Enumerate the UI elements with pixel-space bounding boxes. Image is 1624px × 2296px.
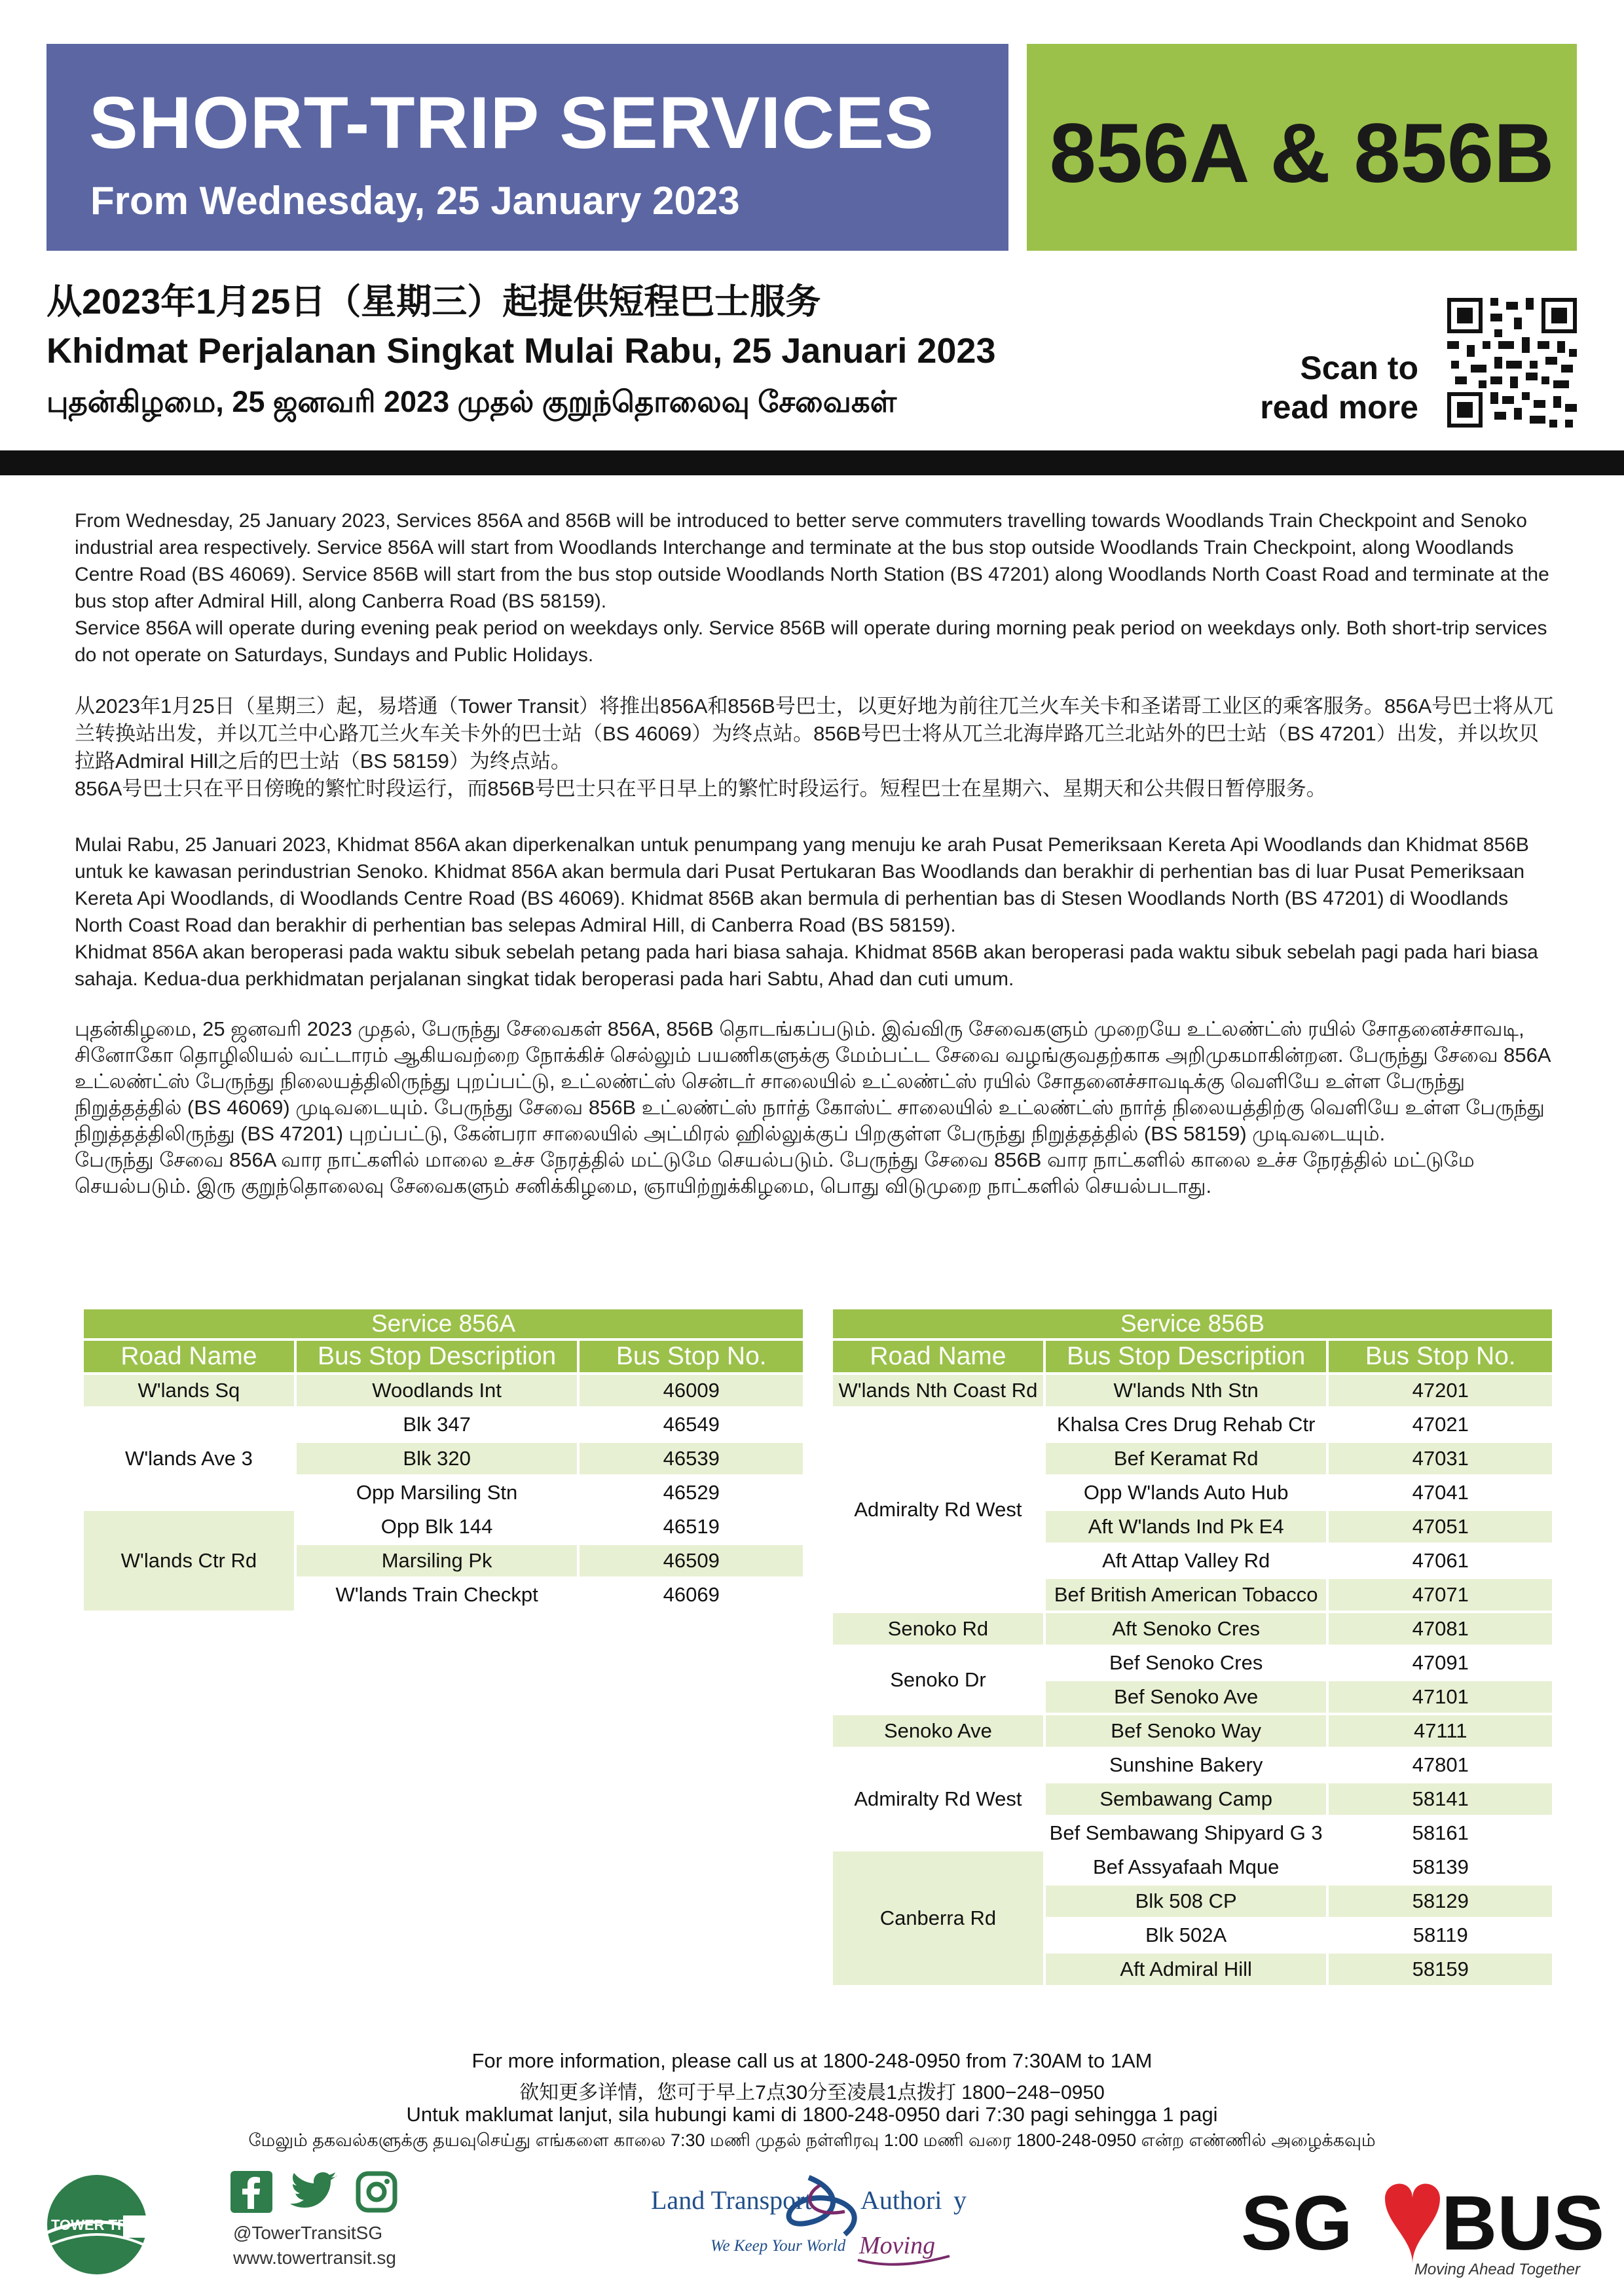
bus-stop-description-cell: Bef Senoko Cres: [1046, 1647, 1327, 1679]
bus-stop-description-cell: Blk 508 CP: [1046, 1886, 1327, 1917]
page-title: SHORT-TRIP SERVICES: [89, 82, 934, 164]
bus-stop-description-cell: Marsiling Pk: [297, 1545, 578, 1576]
sgbus-text-part-2: BUS: [1441, 2180, 1605, 2267]
service-banner: [1027, 44, 1577, 251]
bus-stop-description-cell: Opp Marsiling Stn: [297, 1477, 578, 1508]
table-row: [833, 1647, 1552, 1679]
bus-stop-description-cell: Bef Assyafaah Mque: [1046, 1851, 1327, 1883]
lta-name-part-3: y: [953, 2185, 967, 2215]
tamil-paragraph-2: பேருந்து சேவை 856A வார நாட்களில் மாலை உச்ச நேரத்தில் மட்டுமே செயல்படும். பேருந்து சேவை 856B வார நாட்களில் காலை உச்ச நேரத்தில் மட்டுமே செயல்படும். இரு குறுந்தொலைவு சேவைகளும் சனிக்கிழமை, ஞாயிற்றுக்கிழமை, பொது விடுமுறை நாட்களில் செயல்படாது.: [75, 1148, 1475, 1197]
sgbus-tagline: Moving Ahead Together: [1414, 2261, 1580, 2278]
table-row: [833, 1613, 1552, 1645]
table-row: [84, 1375, 803, 1406]
column-header-road: Road Name: [833, 1341, 1043, 1372]
bus-stop-number-cell: 47101: [1329, 1681, 1552, 1713]
scan-caption: [1231, 348, 1418, 427]
table-row: [833, 1715, 1552, 1747]
bus-stop-description-cell: Woodlands Int: [297, 1375, 578, 1406]
contact-info-malay: Untuk maklumat lanjut, sila hubungi kami di 1800-248-0950 dari 7:30 pagi sehingga 1 pagi: [406, 2103, 1218, 2126]
facebook-icon[interactable]: [231, 2171, 272, 2213]
bus-stop-number-cell: 47021: [1329, 1409, 1552, 1440]
bus-stop-number-cell: 58161: [1329, 1817, 1552, 1849]
tamil-notice: [75, 1016, 1556, 1199]
lta-logo: [648, 2172, 976, 2277]
bus-stop-description-cell: W'lands Train Checkpt: [297, 1579, 578, 1611]
divider-bar: [0, 450, 1624, 475]
table-row: [833, 1375, 1552, 1406]
bus-stop-description-cell: Bef Senoko Ave: [1046, 1681, 1327, 1713]
social-icons: [231, 2171, 397, 2216]
bus-stop-description-cell: Opp W'lands Auto Hub: [1046, 1477, 1327, 1508]
website-link[interactable]: www.towertransit.sg: [233, 2248, 396, 2268]
table-title: Service 856B: [833, 1309, 1552, 1338]
lta-tagline-part-2: Moving: [859, 2232, 936, 2259]
bus-stop-number-cell: 47031: [1329, 1443, 1552, 1474]
bus-stop-number-cell: 46529: [580, 1477, 803, 1508]
tamil-paragraph-1: புதன்கிழமை, 25 ஜனவரி 2023 முதல், பேருந்து சேவைகள் 856A, 856B தொடங்கப்படும். இவ்விரு சேவைகளும் முறையே உட்லண்ட்ஸ் ரயில் சோதனைச்சாவடி, சினோகோ தொழிலியல் வட்டாரம் ஆகியவற்றை நோக்கிச் செல்லும் பயணிகளுக்கு மேம்பட்ட சேவை வழங்குவதற்காக அறிமுகமாகின்றன. பேருந்து சேவை 856A உட்லண்ட்ஸ் பேருந்து நிலையத்திலிருந்து புறப்பட்டு, உட்லண்ட்ஸ் சென்டர் சாலையில் உட்லண்ட்ஸ் ரயில் சோதனைச்சாவடிக்கு வெளியே உள்ள பேருந்து நிறுத்தத்தில் (BS 46069) முடிவடையும். பேருந்து சேவை 856B உட்லண்ட்ஸ் நார்த் கோஸ்ட் சாலையில் உட்லண்ட்ஸ் நார்த் நிலையத்திற்கு வெளியே உள்ள பேருந்து நிறுத்தத்திலிருந்து (BS 47201) புறப்பட்டு, கேன்பரா சாலையில் அட்மிரல் ஹில்லுக்குப் பிறகுள்ள பேருந்து நிறுத்தத்தில் (BS 58159) முடிவடையும்.: [75, 1017, 1550, 1145]
english-paragraph-1: From Wednesday, 25 January 2023, Services 856A and 856B will be introduced to better serve commuters travelling towards Woodlands Train Checkpoint and Senoko industrial area respectively. Service 856A will start from Woodlands Interchange and terminate at the bus stop outside Woodlands Train Checkpoint, along Woodlands Centre Road (BS 46069). Service 856B will start from the bus stop outside Woodlands North Station (BS 47201) along Woodlands North Coast Road and terminate at the bus stop after Admiral Hill, along Canberra Road (BS 58159).: [75, 510, 1549, 612]
qr-code-icon[interactable]: [1447, 298, 1577, 428]
chinese-notice: [75, 693, 1556, 803]
bus-stop-number-cell: 47091: [1329, 1647, 1552, 1679]
bus-stop-number-cell: 58119: [1329, 1920, 1552, 1951]
bus-stop-description-cell: Blk 320: [297, 1443, 578, 1474]
bus-stop-number-cell: 58139: [1329, 1851, 1552, 1883]
road-name-cell: Admiralty Rd West: [833, 1409, 1043, 1611]
bus-stop-description-cell: Blk 502A: [1046, 1920, 1327, 1951]
road-name-cell: W'lands Ctr Rd: [84, 1511, 294, 1611]
sgbus-logo: [1241, 2172, 1605, 2278]
bus-stop-description-cell: Aft W'lands Ind Pk E4: [1046, 1511, 1327, 1542]
contact-info-english: For more information, please call us at 1800-248-0950 from 7:30AM to 1AM: [471, 2049, 1153, 2072]
bus-stop-number-cell: 58159: [1329, 1954, 1552, 1985]
bus-stop-description-cell: Blk 347: [297, 1409, 578, 1440]
bus-stop-description-cell: Opp Blk 144: [297, 1511, 578, 1542]
heading-tamil: புதன்கிழமை, 25 ஜனவரி 2023 முதல் குறுந்தொலைவு சேவைகள்: [46, 385, 897, 418]
road-name-cell: Admiralty Rd West: [833, 1749, 1043, 1849]
bus-stop-description-cell: Aft Attap Valley Rd: [1046, 1545, 1327, 1576]
bus-stop-description-cell: Aft Senoko Cres: [1046, 1613, 1327, 1645]
bus-stop-number-cell: 47111: [1329, 1715, 1552, 1747]
road-name-cell: W'lands Sq: [84, 1375, 294, 1406]
bus-stop-number-cell: 47071: [1329, 1579, 1552, 1611]
road-name-cell: W'lands Ave 3: [84, 1409, 294, 1508]
chinese-paragraph-1: 从2023年1月25日（星期三）起，易塔通（Tower Transit）将推出856A和856B号巴士，以更好地为前往兀兰火车关卡和圣诺哥工业区的乘客服务。856A号巴士将从兀兰转换站出发，并以兀兰中心路兀兰火车关卡外的巴士站（BS 46069）为终点站。856B号巴士将从兀兰北海岸路兀兰北站外的巴士站（BS 47201）出发，并以坎贝拉路Admiral Hill之后的巴士站（BS 58159）为终点站。: [75, 695, 1554, 773]
contact-info-tamil: மேலும் தகவல்களுக்கு தயவுசெய்து எங்களை காலை 7:30 மணி முதல் நள்ளிரவு 1:00 மணி வரை 1800-248-0950 என்ற எண்ணில் அழைக்கவும்: [248, 2130, 1376, 2150]
column-header-description: Bus Stop Description: [1046, 1341, 1327, 1372]
heading-chinese: 从2023年1月25日（星期三）起提供短程巴士服务: [46, 282, 821, 321]
bus-stop-description-cell: Sembawang Camp: [1046, 1783, 1327, 1815]
malay-paragraph-1: Mulai Rabu, 25 Januari 2023, Khidmat 856A akan diperkenalkan untuk penumpang yang menuju ke arah Pusat Pemeriksaan Kereta Api Woodlands dan Khidmat 856B untuk ke kawasan perindustrian Senoko. Khidmat 856A akan bermula dari Pusat Pertukaran Bas Woodlands dan berakhir di perhentian bas di luar Pusat Pemeriksaan Kereta Api Woodlands, di Woodlands Centre Road (BS 46069). Khidmat 856B akan bermula di perhentian bas di Stesen Woodlands North (BS 47201) di Woodlands North Coast Road dan berakhir di perhentian bas selepas Admiral Hill, di Canberra Road (BS 58159).: [75, 834, 1529, 936]
tower-transit-contacts: [233, 2221, 396, 2270]
twitter-handle[interactable]: @TowerTransitSG: [233, 2223, 383, 2243]
bus-stop-description-cell: W'lands Nth Stn: [1046, 1375, 1327, 1406]
lta-name-part-1: Land Transport: [651, 2185, 812, 2215]
table-row: [84, 1409, 803, 1440]
service-856a-table: [81, 1307, 805, 1613]
chinese-paragraph-2: 856A号巴士只在平日傍晚的繁忙时段运行，而856B号巴士只在平日早上的繁忙时段运行。短程巴士在星期六、星期天和公共假日暂停服务。: [75, 777, 1327, 800]
table-row: [833, 1409, 1552, 1440]
bus-stop-number-cell: 47201: [1329, 1375, 1552, 1406]
bus-stop-description-cell: Bef British American Tobacco: [1046, 1579, 1327, 1611]
column-header-description: Bus Stop Description: [297, 1341, 578, 1372]
scan-line-2: read more: [1260, 389, 1418, 426]
bus-stop-number-cell: 46539: [580, 1443, 803, 1474]
contact-info-chinese: 欲知更多详情，您可于早上7点30分至凌晨1点拨打 1800−248−0950: [519, 2082, 1105, 2104]
bus-stop-description-cell: Bef Senoko Way: [1046, 1715, 1327, 1747]
road-name-cell: W'lands Nth Coast Rd: [833, 1375, 1043, 1406]
column-header-stop-number: Bus Stop No.: [1329, 1341, 1552, 1372]
instagram-icon[interactable]: [356, 2171, 397, 2213]
bus-stop-number-cell: 47051: [1329, 1511, 1552, 1542]
column-header-road: Road Name: [84, 1341, 294, 1372]
english-paragraph-2: Service 856A will operate during evening peak period on weekdays only. Service 856B will operate during morning peak period on weekdays only. Both short-trip services do not operate on Saturdays, Sundays and Public Holidays.: [75, 617, 1547, 666]
malay-notice: [75, 831, 1556, 993]
bus-stop-number-cell: 47801: [1329, 1749, 1552, 1781]
bus-stop-number-cell: 46549: [580, 1409, 803, 1440]
english-notice: [75, 507, 1556, 668]
bus-stop-number-cell: 47061: [1329, 1545, 1552, 1576]
title-banner: [46, 44, 1008, 251]
heart-icon: [1385, 2183, 1440, 2264]
sgbus-text-part-1: SG: [1241, 2180, 1353, 2267]
bus-stop-description-cell: Sunshine Bakery: [1046, 1749, 1327, 1781]
scan-line-1: Scan to: [1300, 350, 1418, 386]
road-name-cell: Senoko Ave: [833, 1715, 1043, 1747]
twitter-icon[interactable]: [289, 2171, 338, 2213]
page-subtitle: From Wednesday, 25 January 2023: [90, 179, 740, 223]
bus-stop-number-cell: 47041: [1329, 1477, 1552, 1508]
bus-stop-description-cell: Bef Keramat Rd: [1046, 1443, 1327, 1474]
table-row: [833, 1851, 1552, 1883]
bus-stop-number-cell: 46069: [580, 1579, 803, 1611]
malay-paragraph-2: Khidmat 856A akan beroperasi pada waktu sibuk sebelah petang pada hari biasa sahaja. Khidmat 856B akan beroperasi pada waktu sibuk sebelah pagi pada hari biasa sahaja. Kedua-dua perkhidmatan perjalanan singkat tidak beroperasi pada hari Sabtu, Ahad dan cuti umum.: [75, 941, 1538, 990]
lta-tagline-part-1: We Keep Your World: [710, 2237, 846, 2255]
table-title: Service 856A: [84, 1309, 803, 1338]
heading-malay: Khidmat Perjalanan Singkat Mulai Rabu, 25 Januari 2023: [46, 331, 996, 371]
table-row: [833, 1749, 1552, 1781]
service-numbers: 856A & 856B: [1049, 107, 1555, 200]
lta-name-part-2: Authori: [860, 2185, 942, 2215]
road-name-cell: Canberra Rd: [833, 1851, 1043, 1985]
tower-transit-brand: TOWER TRANSIT: [51, 2217, 171, 2233]
bus-stop-description-cell: Khalsa Cres Drug Rehab Ctr: [1046, 1409, 1327, 1440]
service-856b-table: [830, 1307, 1555, 1988]
bus-stop-number-cell: 58129: [1329, 1886, 1552, 1917]
bus-stop-number-cell: 46519: [580, 1511, 803, 1542]
bus-stop-number-cell: 47081: [1329, 1613, 1552, 1645]
bus-stop-description-cell: Bef Sembawang Shipyard G 3: [1046, 1817, 1327, 1849]
road-name-cell: Senoko Rd: [833, 1613, 1043, 1645]
bus-stop-description-cell: Aft Admiral Hill: [1046, 1954, 1327, 1985]
tower-transit-logo: [45, 2172, 190, 2277]
column-header-stop-number: Bus Stop No.: [580, 1341, 803, 1372]
table-row: [84, 1511, 803, 1542]
road-name-cell: Senoko Dr: [833, 1647, 1043, 1713]
bus-stop-number-cell: 58141: [1329, 1783, 1552, 1815]
bus-stop-number-cell: 46009: [580, 1375, 803, 1406]
bus-stop-number-cell: 46509: [580, 1545, 803, 1576]
